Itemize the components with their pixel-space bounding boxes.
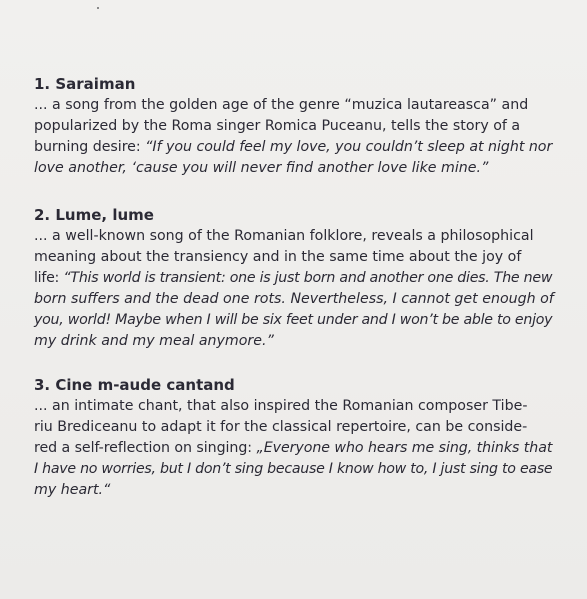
track-entry-saraiman: [34, 74, 554, 179]
description-line: [34, 268, 554, 289]
description-text: popularized by the Roma singer Romica Puceanu, tells the story of a: [34, 118, 521, 134]
description-text: burning desire:: [34, 139, 146, 155]
description-line: [34, 417, 554, 438]
description-line: [34, 95, 554, 116]
description-text: ... a song from the golden age of the genre “muzica lautareasca” and: [34, 97, 529, 113]
track-description: [34, 396, 554, 501]
quoted-lyric-text: my heart.“: [34, 482, 111, 498]
track-entry-lume-lume: [34, 205, 554, 352]
description-line: [34, 289, 554, 310]
description-line: [34, 226, 554, 247]
description-text: ... a well-known song of the Romanian folklore, reveals a philosophical: [34, 228, 534, 244]
quoted-lyric-text: “If you could feel my love, you couldn’t sleep at night nor: [145, 139, 553, 155]
description-line: [34, 158, 554, 179]
quoted-lyric-text: my drink and my meal anymore.”: [34, 333, 274, 349]
track-description: [34, 95, 554, 179]
quoted-lyric-text: „Everyone who hears me sing, thinks that: [256, 440, 553, 456]
description-line: [34, 480, 554, 501]
description-text: life:: [34, 270, 64, 286]
quoted-lyric-text: you, world! Maybe when I will be six feet under and I won’t be able to enjoy: [34, 312, 553, 328]
description-line: [34, 310, 554, 331]
description-text: ... an intimate chant, that also inspired the Romanian composer Tibe-: [34, 398, 528, 414]
quoted-lyric-text: born suffers and the dead one rots. Nevertheless, I cannot get enough of: [34, 291, 554, 307]
description-line: [34, 116, 554, 137]
description-line: [34, 247, 554, 268]
track-entry-cine-m-aude-cantand: [34, 375, 554, 501]
quoted-lyric-text: “This world is transient: one is just born and another one dies. The new: [63, 270, 553, 286]
track-title: 1. Saraiman: [34, 75, 136, 93]
description-line: [34, 396, 554, 417]
description-line: [34, 438, 554, 459]
quoted-lyric-text: love another, ‘cause you will never find another love like mine.”: [34, 160, 489, 176]
track-title: 3. Cine m-aude cantand: [34, 376, 235, 394]
description-text: red a self-reflection on singing:: [34, 440, 257, 456]
description-line: [34, 137, 554, 158]
description-line: [34, 459, 554, 480]
print-speck: [97, 7, 99, 9]
description-text: meaning about the transiency and in the same time about the joy of: [34, 249, 522, 265]
description-text: riu Brediceanu to adapt it for the classical repertoire, can be conside-: [34, 419, 528, 435]
description-line: [34, 331, 554, 352]
track-title: 2. Lume, lume: [34, 206, 154, 224]
quoted-lyric-text: I have no worries, but I don’t sing because I know how to, I just sing to ease: [34, 461, 553, 477]
track-description: [34, 226, 554, 352]
